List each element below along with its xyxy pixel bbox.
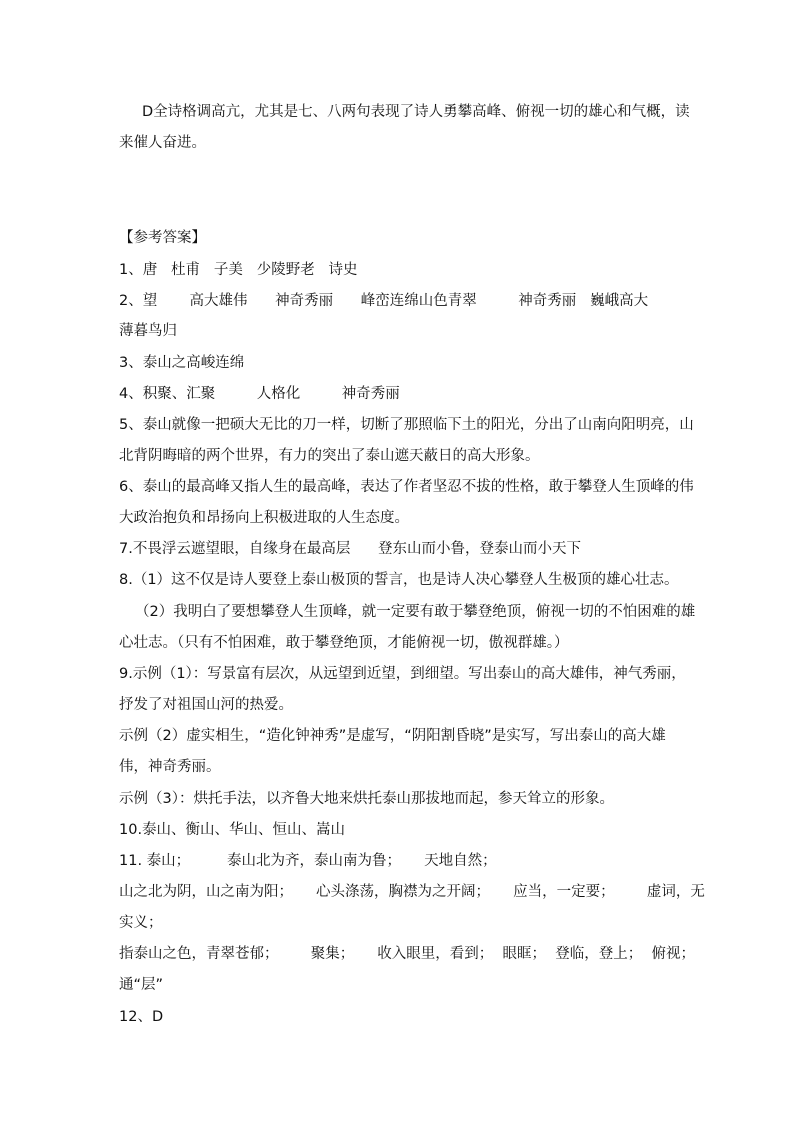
answer-9-line-5: 示例（3）：烘托手法，以齐鲁大地来烘托泰山那拔地而起，参天耸立的形象。 [119, 791, 614, 807]
answer-5-line-1: 5、泰山就像一把硕大无比的刀一样，切断了那照临下土的阳光，分出了山南向阳明亮，山 [119, 417, 694, 433]
answer-12: 12、D [119, 1009, 164, 1025]
answer-9-line-1: 9.示例（1）：写景富有层次，从远望到近望，到细望。写出泰山的高大雄伟，神气秀丽， [119, 666, 686, 682]
answers-header: 【参考答案】 [119, 230, 206, 246]
answer-1: 1、唐 杜甫 子美 少陵野老 诗史 [119, 262, 358, 278]
answer-11-line-4: 指泰山之色，青翠苍郁； 聚集； 收入眼里，看到； 眼眶； 登临，登上； 俯视； [119, 946, 695, 962]
intro-line-2: 来催人奋进。 [119, 135, 206, 151]
answer-9-line-3: 示例（2）虚实相生，“造化钟神秀”是虚写，“阴阳割昏晓”是实写，写出泰山的高大雄 [119, 728, 666, 744]
answer-9-line-4: 伟，神奇秀丽。 [119, 759, 221, 775]
answer-8-line-2: （2）我明白了要想攀登人生顶峰，就一定要有敢于攀登绝顶，俯视一切的不怕困难的雄 [135, 604, 696, 620]
answer-8-line-3: 心壮志。（只有不怕困难，敢于攀登绝顶，才能俯视一切，傲视群雄。） [119, 635, 569, 651]
intro-line-1: D全诗格调高亢，尤其是七、八两句表现了诗人勇攀高峰、俯视一切的雄心和气概，读 [142, 104, 690, 120]
answer-5-line-2: 北背阴晦暗的两个世界，有力的突出了泰山遮天蔽日的高大形象。 [119, 448, 540, 464]
answer-2-line-2: 薄暮鸟归 [119, 323, 177, 339]
answer-11-line-2: 山之北为阴，山之南为阳； 心头涤荡，胸襟为之开阔； 应当，一定要； 虚词，无 [119, 884, 705, 900]
answer-4: 4、积聚、汇聚 人格化 神奇秀丽 [119, 386, 400, 402]
answer-6-line-2: 大政治抱负和昂扬向上积极进取的人生态度。 [119, 510, 409, 526]
answer-11-line-5: 通“层” [119, 977, 164, 993]
answer-2-line-1: 2、望 高大雄伟 神奇秀丽 峰峦连绵山色青翠 神奇秀丽 巍峨高大 [119, 293, 649, 309]
answer-8-line-1: 8.（1）这不仅是诗人要登上泰山极顶的誓言，也是诗人决心攀登人生极顶的雄心壮志。 [119, 572, 679, 588]
answer-11-line-3: 实义； [119, 915, 163, 931]
answer-6-line-1: 6、泰山的最高峰又指人生的最高峰，表达了作者坚忍不拔的性格，敢于攀登人生顶峰的伟 [119, 479, 694, 495]
answer-9-line-2: 抒发了对祖国山河的热爱。 [119, 697, 293, 713]
answer-7: 7.不畏浮云遮望眼，自缘身在最高层 登东山而小鲁，登泰山而小天下 [119, 541, 581, 557]
answer-3: 3、泰山之高峻连绵 [119, 355, 245, 371]
answer-11-line-1: 11. 泰山； 泰山北为齐，泰山南为鲁； 天地自然； [119, 853, 497, 869]
answer-10: 10.泰山、衡山、华山、恒山、嵩山 [119, 822, 346, 838]
